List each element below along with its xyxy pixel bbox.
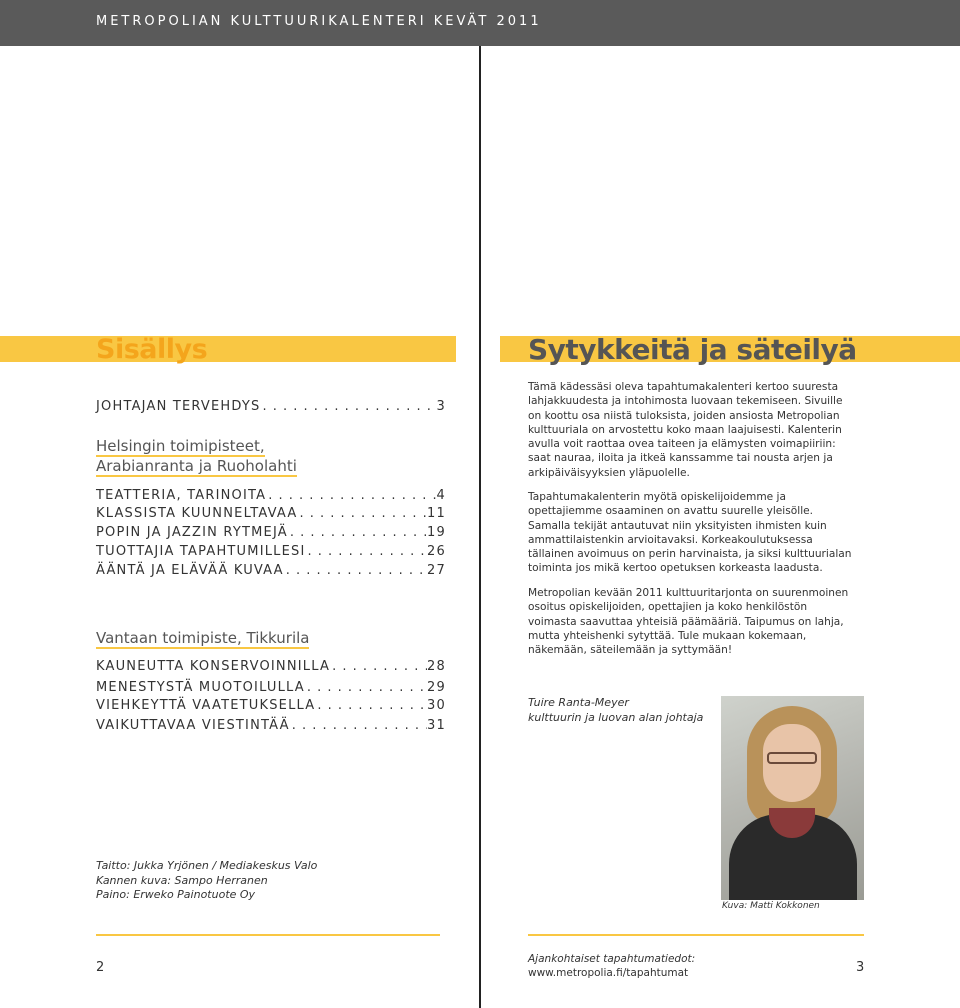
- events-link[interactable]: www.metropolia.fi/tapahtumat: [528, 967, 689, 979]
- signature-title: kulttuurin ja luovan alan johtaja: [528, 711, 704, 724]
- left-heading-band: [0, 336, 456, 362]
- article-paragraph: Metropolian kevään 2011 kulttuuritarjonta on suurenmoinen osoitus opiskelijoiden, opettajien ja koko henkilöstön voimasta saavuttaa yhteisiä päämääriä. Taipumus on lahja, mutta yhteishenki sytyttää. Tule mukaan kokemaan, näkemään, säteilemään ja syttymään!: [528, 587, 849, 657]
- toc-entry[interactable]: ÄÄNTÄ JA ELÄVÄÄ KUVAA . . . 27: [96, 563, 446, 578]
- page-number-left: 2: [96, 960, 105, 975]
- toc-entry[interactable]: KLASSISTA KUUNNELTAVAA . . . 11: [96, 506, 446, 521]
- toc-entry-label: JOHTAJAN TERVEHDYS: [96, 399, 261, 414]
- toc-entry-intro[interactable]: [96, 399, 446, 414]
- photo-credit: Kuva: Matti Kokkonen: [722, 901, 820, 911]
- toc-entry[interactable]: TEATTERIA, TARINOITA . . . 4: [96, 488, 446, 503]
- signature-name: Tuire Ranta-Meyer: [528, 696, 629, 709]
- footer-rule-left: [96, 934, 440, 936]
- toc-entry[interactable]: POPIN JA JAZZIN RYTMEJÄ . . . 19: [96, 525, 446, 540]
- article-paragraph: Tämä kädessäsi oleva tapahtumakalenteri kertoo suuresta lahjakkuudesta ja intohimosta luovaan tekemiseen. Sivuille on koottu osa niistä tuloksista, joiden ansiosta Metropolian kulttuuriala on arvostettu koko maan laajuisesti. Kalenterin avulla voit raottaa ovea taiteen ja elämysten voimapiiriin: saat nauraa, iloita ja itkeä kanssamme tai nousta arjen ja arkipäiväisyyksien yläpuolelle.: [528, 381, 843, 479]
- footer-rule-right: [528, 934, 864, 936]
- section-heading-helsinki: Helsingin toimipisteet, Arabianranta ja Ruoholahti: [96, 437, 297, 475]
- toc-heading: Sisällys: [96, 334, 208, 365]
- page-spine: [479, 46, 481, 1008]
- toc-entry[interactable]: VAIKUTTAVAA VIESTINTÄÄ . . . 31: [96, 718, 446, 733]
- signature: [528, 695, 703, 725]
- page-number-right: 3: [856, 960, 865, 975]
- article-heading: Sytykkeitä ja säteilyä: [528, 333, 857, 366]
- header-bar: [0, 0, 960, 46]
- publication-title: METROPOLIAN KULTTUURIKALENTERI KEVÄT 2011: [96, 14, 542, 29]
- print-credits: Taitto: Jukka Yrjönen / Mediakeskus Valo Kannen kuva: Sampo Herranen Paino: Erweko Painotuote Oy: [96, 859, 318, 901]
- article-paragraph: Tapahtumakalenterin myötä opiskelijoidemme ja opettajiemme osaaminen on avattu suurelle yleisölle. Samalla tekijät antautuvat niin yksityisten ihmisten kuin ammattilaistenkin arvioitavaksi. Korkeakoulutuksessa tällainen avoimuus on perin harvinaista, ja siksi kulttuurialan toiminta jos mikä kertoo opetuksen korkeasta laadusta.: [528, 491, 852, 575]
- portrait-photo: [721, 696, 864, 900]
- section-heading-vantaa: Vantaan toimipiste, Tikkurila: [96, 629, 310, 647]
- toc-entry[interactable]: MENESTYSTÄ MUOTOILULLA . . . 29: [96, 680, 446, 695]
- toc-entry-page: 3: [436, 399, 446, 414]
- toc-entry[interactable]: VIEHKEYTTÄ VAATETUKSELLA . . . 30: [96, 698, 446, 713]
- toc-entry[interactable]: TUOTTAJIA TAPAHTUMILLESI . . . 26: [96, 544, 446, 559]
- events-info: Ajankohtaiset tapahtumatiedot: www.metropolia.fi/tapahtumat: [528, 953, 696, 979]
- toc-entry[interactable]: KAUNEUTTA KONSERVOINNILLA . . . 28: [96, 659, 446, 674]
